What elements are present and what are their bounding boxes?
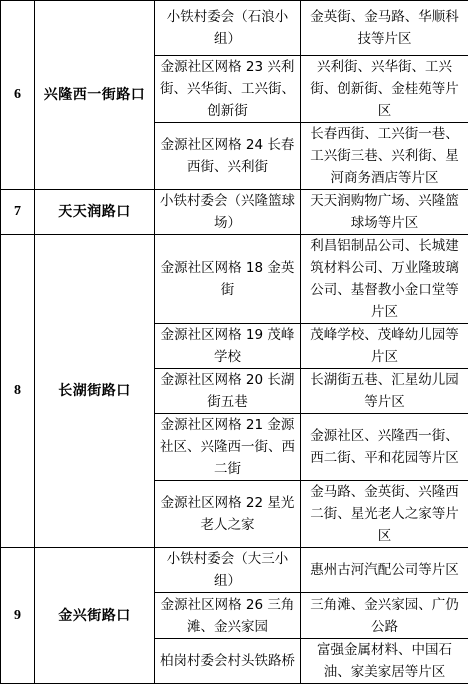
row-number: 9 <box>1 548 35 684</box>
group-cell: 金源社区网格 21 金源社区、兴隆西一街、西二街 <box>155 414 301 481</box>
area-cell: 长湖街五巷、汇星幼儿园等片区 <box>301 369 468 414</box>
group-cell: 金源社区网格 22 星光老人之家 <box>155 481 301 548</box>
area-cell: 茂峰学校、茂峰幼儿园等片区 <box>301 324 468 369</box>
area-cell: 兴利街、兴华街、工兴街、创新街、金桂苑等片区 <box>301 56 468 123</box>
group-cell: 金源社区网格 19 茂峰学校 <box>155 324 301 369</box>
area-cell: 利昌铝制品公司、长城建筑材料公司、万业隆玻璃公司、基督教小金口堂等片区 <box>301 235 468 324</box>
area-cell: 富强金属材料、中国石油、家美家居等片区 <box>301 639 468 684</box>
group-cell: 金源社区网格 24 长春西街、兴利街 <box>155 123 301 190</box>
row-number: 8 <box>1 235 35 548</box>
area-cell: 长春西街、工兴街一巷、工兴街三巷、兴利街、星河商务酒店等片区 <box>301 123 468 190</box>
road-name: 兴隆西一街路口 <box>35 1 155 190</box>
table-row <box>1 548 468 593</box>
area-cell: 金英街、金马路、华顺科技等片区 <box>301 1 468 56</box>
group-cell: 金源社区网格 23 兴利街、兴华街、工兴街、创新街 <box>155 56 301 123</box>
area-cell: 三角滩、金兴家园、广仍公路 <box>301 593 468 639</box>
table-row <box>1 190 468 235</box>
area-cell: 金源社区、兴隆西一街、西二街、平和花园等片区 <box>301 414 468 481</box>
table-row <box>1 235 468 324</box>
group-cell: 柏岗村委会村头铁路桥 <box>155 639 301 684</box>
group-cell: 小铁村委会（兴隆篮球场） <box>155 190 301 235</box>
group-cell: 金源社区网格 20 长湖街五巷 <box>155 369 301 414</box>
area-cell: 金马路、金英街、兴隆西二街、星光老人之家等片区 <box>301 481 468 548</box>
group-cell: 小铁村委会（大三小组） <box>155 548 301 593</box>
road-name: 长湖街路口 <box>35 235 155 548</box>
area-cell: 惠州古河汽配公司等片区 <box>301 548 468 593</box>
area-cell: 天天润购物广场、兴隆篮球场等片区 <box>301 190 468 235</box>
road-name: 天天润路口 <box>35 190 155 235</box>
row-number: 6 <box>1 1 35 190</box>
table-row <box>1 1 468 56</box>
row-number: 7 <box>1 190 35 235</box>
group-cell: 金源社区网格 18 金英街 <box>155 235 301 324</box>
group-cell: 小铁村委会（石浪小组） <box>155 1 301 56</box>
group-cell: 金源社区网格 26 三角滩、金兴家园 <box>155 593 301 639</box>
road-name: 金兴街路口 <box>35 548 155 684</box>
